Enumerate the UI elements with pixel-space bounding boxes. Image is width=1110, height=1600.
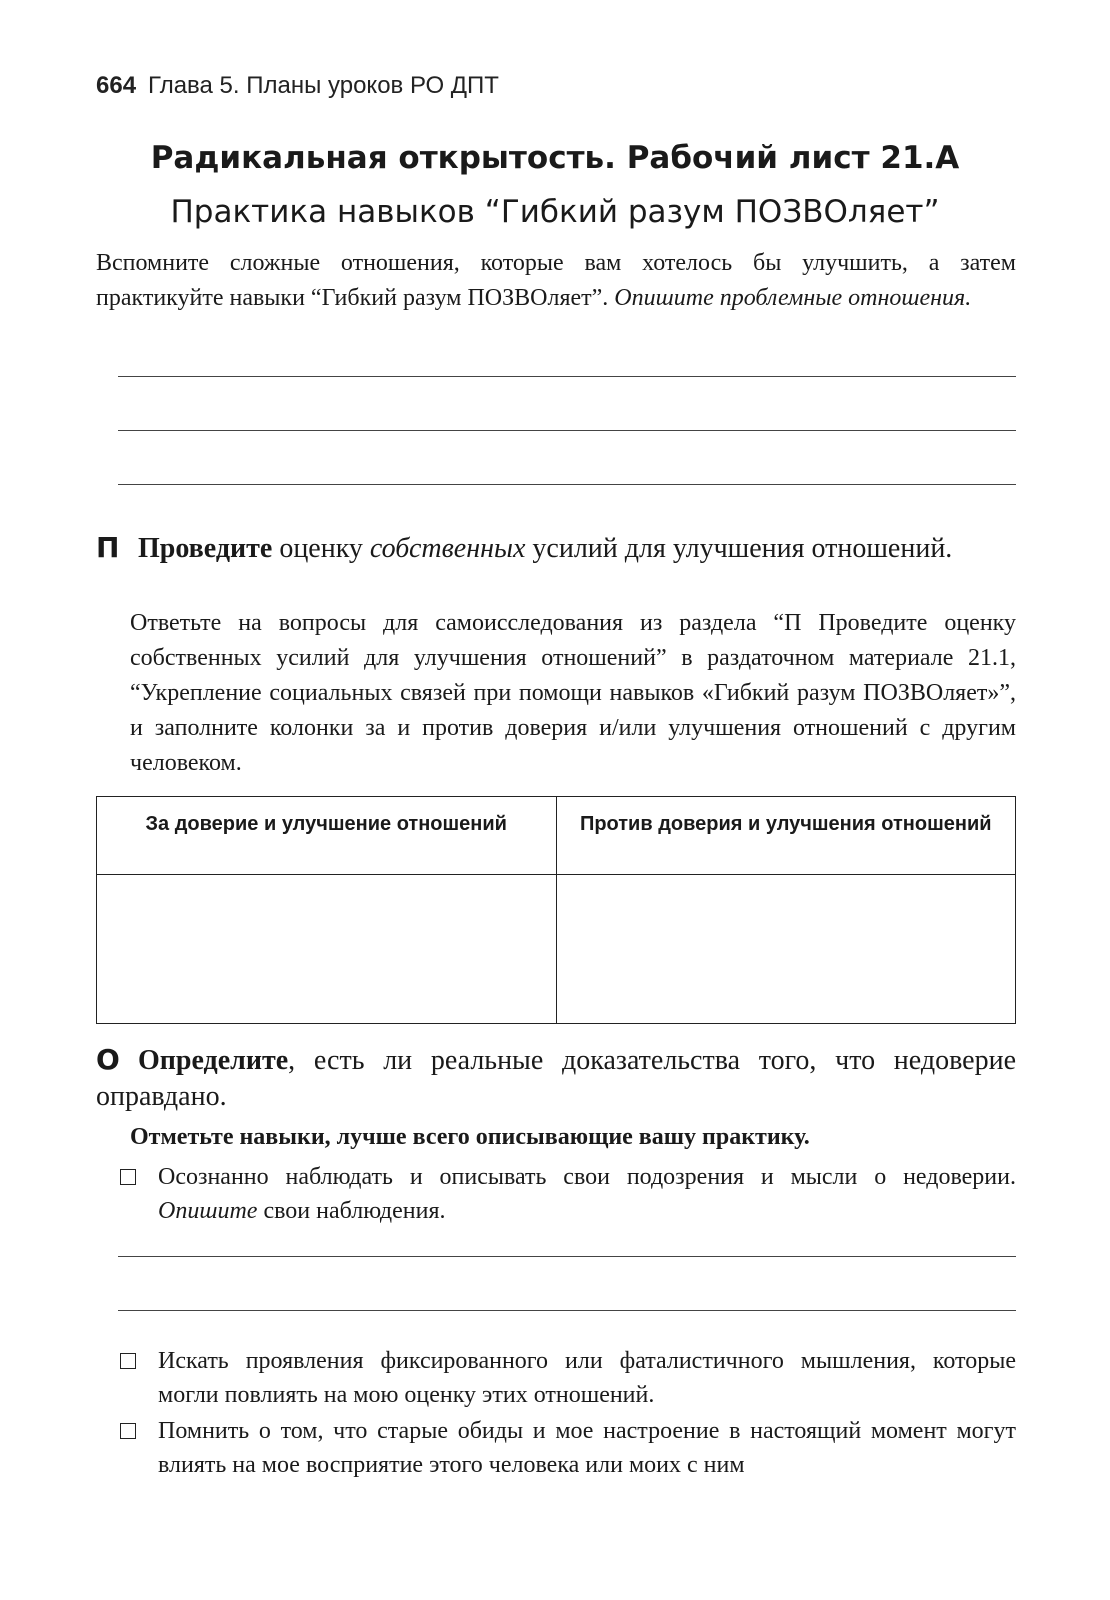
column-against-cell[interactable]	[556, 875, 1016, 1024]
section-p-emphasis: собственных	[369, 533, 526, 564]
answer-line[interactable]	[118, 376, 1016, 377]
section-p-heading	[96, 530, 1016, 567]
worksheet-subtitle: Практика навыков “Гибкий разум ПОЗВОляет”	[170, 194, 940, 230]
section-o-heading	[96, 1042, 1016, 1115]
chapter-title: Глава 5. Планы уроков РО ДПТ	[148, 72, 499, 99]
section-p-text-end: усилий для улучшения отношений.	[525, 533, 953, 564]
checkbox[interactable]	[120, 1423, 136, 1439]
item-text-end: свои наблюдения.	[257, 1198, 446, 1224]
item-text: Осознанно наблюдать и описывать свои подозрения и мысли о недоверии.	[158, 1164, 1016, 1190]
section-letter: О	[96, 1043, 120, 1076]
worksheet-title: Радикальная открытость. Рабочий лист 21.А	[150, 140, 960, 176]
checklist-instruction: Отметьте навыки, лучше всего описывающие вашу практику.	[130, 1124, 810, 1150]
section-o-keyword: Определите	[138, 1045, 289, 1076]
checklist-item-text: Помнить о том, что старые обиды и мое настроение в настоящий момент могут влиять на мое восприятие этого человека или моих с ним	[158, 1418, 1016, 1478]
section-p-keyword: Проведите	[138, 533, 273, 564]
column-for-header: За доверие и улучшение отношений	[97, 797, 557, 875]
section-p-text: оценку	[272, 533, 370, 564]
checklist-item-text	[158, 1160, 1016, 1228]
checkbox[interactable]	[120, 1353, 136, 1369]
intro-text: Вспомните сложные отношения, которые вам хотелось бы улучшить, а затем практикуйте навыки “Гибкий разум ПОЗВОляет”.	[96, 250, 1016, 311]
item-emphasis: Опишите	[158, 1198, 258, 1224]
checkbox[interactable]	[120, 1169, 136, 1185]
answer-line[interactable]	[118, 1310, 1016, 1311]
checklist-item	[120, 1160, 1016, 1228]
checklist-item	[120, 1344, 1016, 1412]
answer-line[interactable]	[118, 430, 1016, 431]
running-head	[96, 72, 499, 100]
section-letter: П	[96, 531, 120, 564]
answer-line[interactable]	[118, 484, 1016, 485]
column-for-cell[interactable]	[97, 875, 557, 1024]
checklist-item	[120, 1414, 1016, 1482]
section-p-body: Ответьте на вопросы для самоисследования из раздела “П Проведите оценку собственных усилий для улучшения отношений” в раздаточном материале 21.1, “Укрепление социальных связей при помощи навыков «Гибкий разум ПОЗВОляет»”, и заполните колонки за и против доверия и/или улучшения отношений с другим человеком.	[130, 610, 1016, 776]
checklist-item-text: Искать проявления фиксированного или фаталистичного мышления, которые могли повлиять на мою оценку этих отношений.	[158, 1348, 1016, 1408]
pros-cons-table	[96, 796, 1016, 1024]
section-o-text: , есть ли реальные доказательства того, что недоверие оправдано.	[96, 1045, 1016, 1112]
intro-paragraph	[96, 246, 1016, 316]
answer-line[interactable]	[118, 1256, 1016, 1257]
page-number: 664	[96, 72, 137, 99]
column-against-header: Против доверия и улучшения отношений	[556, 797, 1016, 875]
intro-instruction: Опишите проблемные отношения.	[614, 285, 972, 311]
